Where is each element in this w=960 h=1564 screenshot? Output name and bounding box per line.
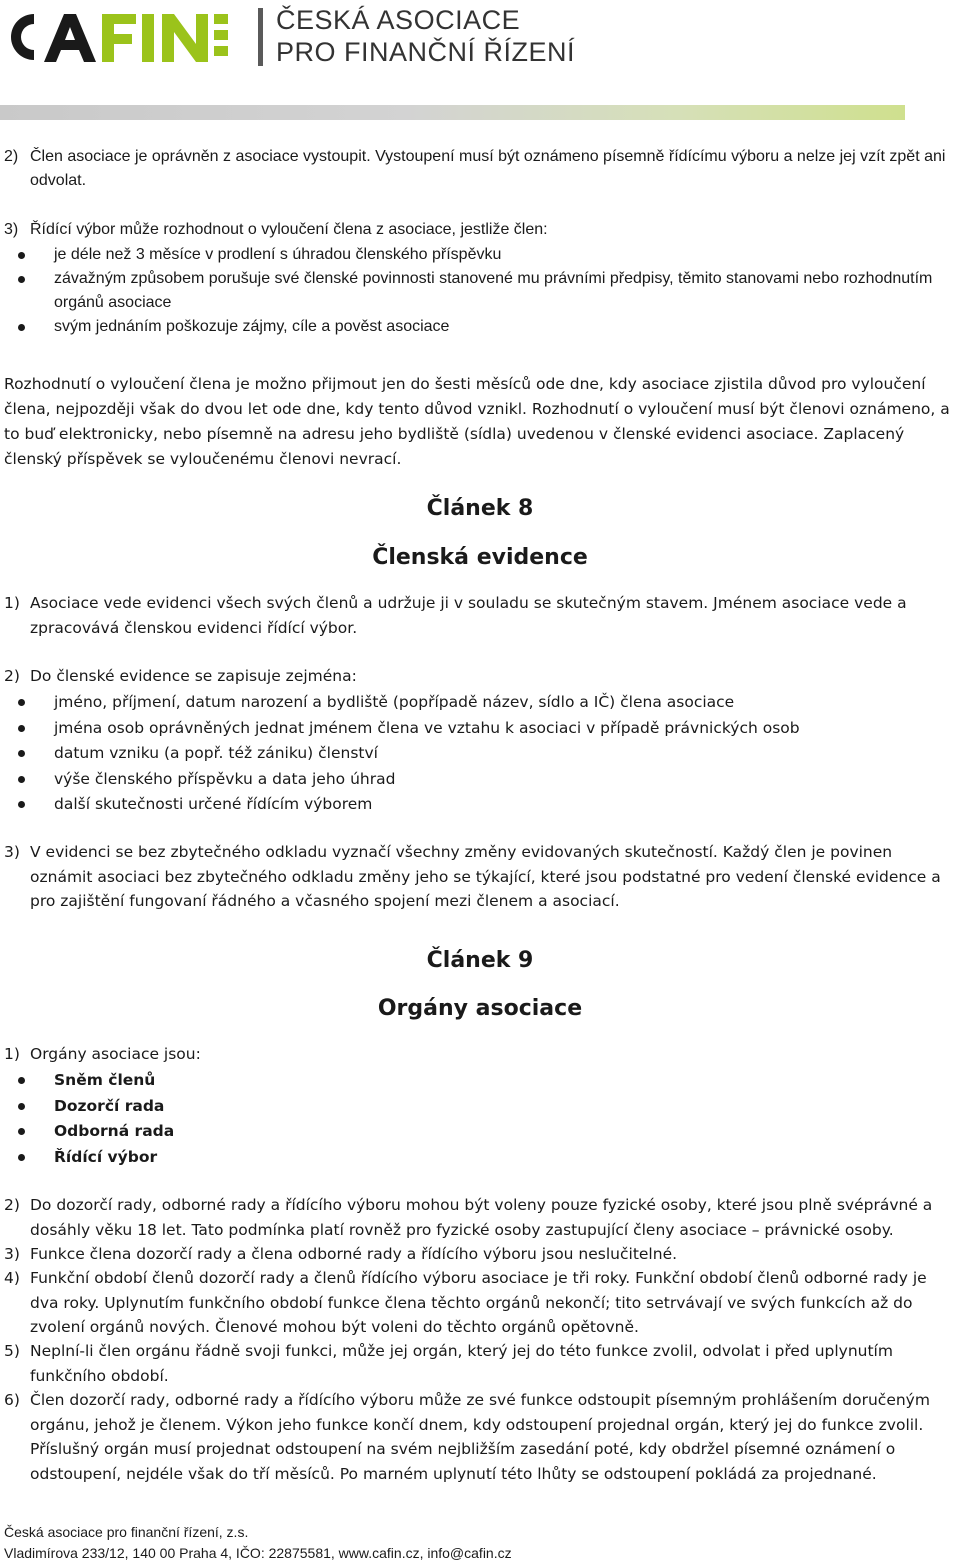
header-title-line1: ČESKÁ ASOCIACE xyxy=(276,5,521,35)
paragraph-8-3 xyxy=(4,840,956,914)
paragraph-number: 6) xyxy=(4,1391,20,1409)
list-item: svým jednáním poškozuje zájmy, cíle a pověst asociace xyxy=(0,315,960,339)
paragraph-9-5 xyxy=(4,1339,956,1388)
paragraph-7-3 xyxy=(4,218,956,242)
paragraph-number: 1) xyxy=(4,594,20,612)
bullet-icon xyxy=(18,750,25,757)
bullet-icon xyxy=(18,252,25,259)
list-item: Sněm členů xyxy=(0,1068,960,1094)
list-item: jméno, příjmení, datum narození a bydliště (popřípadě název, sídlo a IČ) člena asociace xyxy=(0,690,960,716)
paragraph-text: Neplní-li člen orgánu řádně svoji funkci, může jej orgán, který jej do této funkce zvolil, odvolat i před uplynutím funkčního období. xyxy=(30,1342,893,1385)
header-gradient-bar xyxy=(0,105,905,120)
bullet-icon xyxy=(18,1103,25,1110)
paragraph-number: 2) xyxy=(4,148,19,165)
paragraph-8-2 xyxy=(4,664,956,689)
paragraph-number: 1) xyxy=(4,1045,20,1063)
paragraph-text: Do dozorčí rady, odborné rady a řídícího výboru mohou být voleny pouze fyzické osoby, které jsou plně svéprávné a dosáhly věku 18 let. Tato podmínka platí rovněž pro fyzické osoby zastupující členy asociace – právnické osoby. xyxy=(30,1196,933,1239)
paragraph-text: Asociace vede evidenci všech svých členů a udržuje ji v souladu se skutečným stavem. Jménem asociace vede a zpracovává členskou evidenci řídící výbor. xyxy=(30,594,907,637)
article-8-title: Členská evidence xyxy=(372,545,588,570)
paragraph-text: Funkční období členů dozorčí rady a členů řídícího výboru asociace je tři roky. Funkční období členů odborné rady je dva roky. Uplynutím funkčního období funkce člena těchto orgánů nekončí; tito setrvávají ve svých funkcích až do zvolení orgánů nových. Členové mohou být voleni do těchto orgánů opětovně. xyxy=(30,1269,927,1336)
bullet-icon xyxy=(18,1077,25,1084)
list-item: výše členského příspěvku a data jeho úhrad xyxy=(0,767,960,793)
register-list xyxy=(0,690,960,818)
paragraph-9-3 xyxy=(4,1242,956,1267)
paragraph-text: Do členské evidence se zapisuje zejména: xyxy=(30,667,357,685)
paragraph-text: Člen dozorčí rady, odborné rady a řídícího výboru může ze své funkce odstoupit písemným prohlášením doručeným orgánu, jehož je členem. Výkon jeho funkce končí dnem, kdy odstoupení projednal orgán, který jej do funkce zvolil. Příslušný orgán musí projednat odstoupení na svém nejbližším zasedání poté, kdy obdržel písemné oznámení o odstoupení, nejdéle však do tří měsíců. Po marném uplynutí této lhůty se odstoupení pokládá za projednané. xyxy=(30,1391,930,1483)
bullet-icon xyxy=(18,1128,25,1135)
list-item: datum vzniku (a popř. též zániku) členství xyxy=(0,741,960,767)
paragraph-9-4 xyxy=(4,1266,956,1340)
paragraph-text: Člen asociace je oprávněn z asociace vystoupit. Vystoupení musí být oznámeno písemně řídícímu výboru a nelze jej vzít zpět ani odvolat. xyxy=(30,148,946,189)
footer-address: Vladimírova 233/12, 140 00 Praha 4, IČO: 22875581, www.cafin.cz, info@cafin.cz xyxy=(4,1545,512,1561)
paragraph-number: 3) xyxy=(4,843,20,861)
paragraph-8-1 xyxy=(4,591,956,641)
paragraph-number: 3) xyxy=(4,1245,20,1263)
bullet-icon xyxy=(18,725,25,732)
article-8-number: Článek 8 xyxy=(426,496,534,521)
paragraph-7-2 xyxy=(4,145,956,193)
paragraph-9-6 xyxy=(4,1388,956,1486)
paragraph-text: Funkce člena dozorčí rady a člena odborné rady a řídícího výboru jsou neslučitelné. xyxy=(30,1245,678,1263)
exclusion-list xyxy=(0,243,960,339)
page-header xyxy=(0,0,960,125)
header-title-line2: PRO FINANČNÍ ŘÍZENÍ xyxy=(276,37,576,67)
list-item: další skutečnosti určené řídícím výborem xyxy=(0,792,960,818)
bullet-icon xyxy=(18,699,25,706)
paragraph-text: Rozhodnutí o vyloučení člena je možno přijmout jen do šesti měsíců ode dne, kdy asociace zjistila důvod pro vyloučení člena, nejpozději však do dvou let ode dne, kdy tento důvod vznikl. Rozhodnutí o vyloučení musí být členovi oznámeno, a to buď elektronicky, nebo písemně na adresu jeho bydliště (sídla) uvedenou v členské evidenci asociace. Zaplacený členský příspěvek se vyloučenému členovi nevrací. xyxy=(4,375,950,468)
header-divider xyxy=(258,8,263,66)
paragraph-number: 3) xyxy=(4,221,19,238)
paragraph-number: 2) xyxy=(4,1196,20,1214)
article-9-number: Článek 9 xyxy=(426,948,534,973)
list-item: je déle než 3 měsíce v prodlení s úhradou členského příspěvku xyxy=(0,243,960,267)
paragraph-decision xyxy=(4,372,956,472)
bullet-icon xyxy=(18,801,25,808)
bullet-icon xyxy=(18,776,25,783)
paragraph-text: V evidenci se bez zbytečného odkladu vyznačí všechny změny evidovaných skutečností. Každý člen je povinen oznámit asociaci bez zbytečného odkladu změny jeho se týkající, které jsou podstatné pro vedení členské evidence a pro zajištění fungovaní řádného a včasného spojení mezi členem a asociací. xyxy=(30,843,941,910)
cafin-logo xyxy=(4,8,232,66)
paragraph-text: Orgány asociace jsou: xyxy=(30,1045,201,1063)
list-item: Řídící výbor xyxy=(0,1145,960,1171)
paragraph-number: 5) xyxy=(4,1342,20,1360)
bullet-icon xyxy=(18,276,25,283)
paragraph-number: 2) xyxy=(4,667,20,685)
list-item: Dozorčí rada xyxy=(0,1094,960,1120)
organs-list xyxy=(0,1068,960,1170)
paragraph-9-2 xyxy=(4,1193,956,1242)
article-9-title: Orgány asociace xyxy=(377,996,583,1021)
paragraph-text: Řídící výbor může rozhodnout o vyloučení člena z asociace, jestliže člen: xyxy=(30,221,548,238)
list-item: Odborná rada xyxy=(0,1119,960,1145)
footer-organization: Česká asociace pro finanční řízení, z.s. xyxy=(4,1524,249,1540)
bullet-icon xyxy=(18,324,25,331)
bullet-icon xyxy=(18,1154,25,1161)
list-item: jména osob oprávněných jednat jménem člena ve vztahu k asociaci v případě právnických osob xyxy=(0,716,960,742)
paragraph-9-1 xyxy=(4,1042,956,1067)
list-item: závažným způsobem porušuje své členské povinnosti stanovené mu právními předpisy, těmito stanovami nebo rozhodnutím orgánů asociace xyxy=(0,267,960,315)
paragraph-number: 4) xyxy=(4,1269,20,1287)
